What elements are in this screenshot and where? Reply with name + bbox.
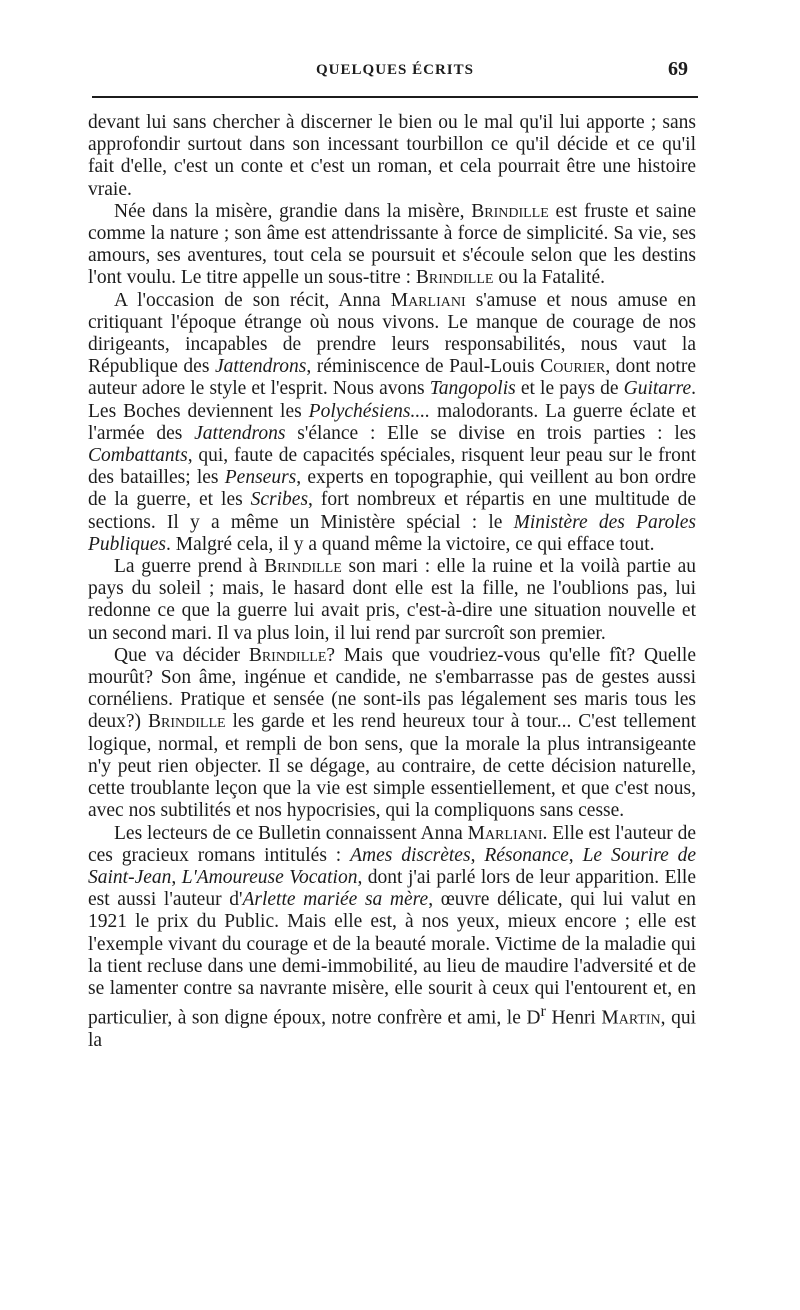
paragraph-2: [88, 201, 696, 290]
paragraph-4: [88, 556, 696, 645]
person-name: Martin: [601, 1007, 661, 1029]
text-run: , dont notre auteur adore le style et l'esprit. Nous avons: [88, 356, 696, 400]
superscript: r: [540, 1002, 546, 1021]
text-run: Née dans la misère, grandie dans la misère,: [114, 200, 472, 222]
paragraph-6: [88, 823, 696, 1053]
author-name: Marliani: [467, 822, 543, 844]
book-title: Ames discrètes: [350, 844, 471, 866]
character-name: Brindille: [415, 267, 494, 289]
character-name: Brindille: [148, 711, 226, 733]
italic-term: Ministère des Paroles Publiques: [88, 511, 696, 555]
page-header: [92, 56, 698, 96]
italic-term: Polychésiens....: [308, 400, 430, 422]
text-run: ? Mais que voudriez-vous qu'elle fît? Quelle mourût? Son âme, ingénue et candide, ne s'embarrasse pas de gestes aussi cornéliens. Pratique et sensée (ne sont-ils pas légalement ses maris tous les deux?): [88, 644, 696, 733]
body-text: [88, 112, 696, 1052]
text-run: . Elle est l'auteur de ces gracieux romans intitulés :: [88, 822, 696, 866]
text-run: , réminiscence de Paul-Louis: [306, 356, 541, 378]
text-run: , dont j'ai parlé lors de leur apparition. Elle est aussi l'auteur d': [88, 866, 697, 911]
text-run: A l'occasion de son récit, Anna: [114, 289, 391, 311]
text-run: ,: [171, 866, 182, 888]
text-run: s'amuse et nous amuse en critiquant l'époque étrange où nous vivons. Le manque de courage de nos dirigeants, incapables de prendre leurs responsabilités, nous vaut la République des: [88, 289, 697, 378]
paragraph-5: [88, 645, 696, 823]
text-run: Que va décider: [114, 644, 249, 666]
italic-term: Jattendrons: [194, 422, 286, 444]
paragraph-3: [88, 290, 696, 556]
text-run: devant lui sans chercher à discerner le bien ou le mal qu'il lui apporte ; sans approfondir surtout dans son incessant tourbillon ce qu'il décide et ce qu'il fait d'elle, c'est un conte et c'est un roman, et cela pourrait être une histoire vraie.: [88, 112, 696, 200]
text-run: est fruste et saine comme la nature ; son âme est attendrissante à force de simplicité. Sa vie, ses amours, ses aventures, tout cela se poursuit et s'écoule selon que les destins l'ont voulu. Le titre appelle un sous-titre :: [88, 200, 696, 289]
book-title: L'Amoureuse Vocation: [181, 866, 358, 888]
text-run: et le pays de: [515, 378, 624, 400]
text-run: . Les Boches deviennent les: [88, 378, 697, 422]
italic-term: Penseurs: [224, 467, 297, 489]
text-run: Henri: [545, 1007, 602, 1029]
italic-term: Scribes: [250, 489, 309, 511]
author-name: Marliani: [390, 289, 466, 311]
text-run: s'élance : Elle se divise en trois parties : les: [285, 422, 696, 444]
text-run: La guerre prend à: [114, 556, 265, 578]
text-run: Les lecteurs de ce Bulletin connaissent Anna: [114, 822, 468, 844]
text-run: ,: [568, 844, 583, 866]
text-run: , qui la: [88, 1007, 696, 1051]
text-run: ,: [470, 844, 485, 866]
text-run: malodorants. La guerre éclate et l'armée des: [88, 400, 696, 444]
paragraph-1: [88, 112, 696, 201]
italic-term: Combattants: [88, 445, 188, 467]
italic-term: Guitarre: [623, 378, 692, 400]
character-name: Brindille: [471, 200, 549, 222]
book-title: Arlette mariée sa mère: [242, 889, 429, 911]
text-run: , œuvre délicate, qui lui valut en 1921 le prix du Public. Mais elle est, à nos yeux, mieux encore ; elle est l'exemple vivant du courage et de la beauté morale. Victime de la maladie qui la tient recluse dans une demi-immobilité, au lieu de maudire l'adversité et de se lamenter contre sa navrante misère, elle sourit à ceux qui l'entourent et, en particulier, à son digne époux, notre confrère et ami, le D: [88, 889, 697, 1029]
italic-term: Jattendrons: [214, 356, 307, 378]
author-name: Courier: [540, 356, 606, 378]
running-head: QUELQUES ÉCRITS: [316, 62, 474, 78]
text-run: , fort nombreux et répartis en une multitude de sections. Il y a même un Ministère spécial : le: [88, 489, 696, 533]
text-run: , experts en topographie, qui veillent au bon ordre de la guerre, et les: [88, 467, 696, 511]
text-run: . Malgré cela, il y a quand même la victoire, ce qui efface tout.: [166, 533, 655, 555]
book-title: Le Sourire de Saint-Jean: [88, 844, 697, 888]
text-run: les garde et les rend heureux tour à tour... C'est tellement logique, normal, et rempli de bon sens, que la morale la plus intransigeante n'y peut rien objecter. Il se dégage, au contraire, de cette décision naturelle, cette troublante leçon que la vie est simple essentiellement, et que c'est nous, avec nos subtilités et nos hypocrisies, qui la compliquons sans cesse.: [88, 711, 696, 822]
text-run: , qui, faute de capacités spéciales, risquent leur peau sur le front des batailles; les: [88, 445, 696, 489]
character-name: Brindille: [248, 644, 327, 666]
text-run: ou la Fatalité.: [493, 267, 606, 289]
character-name: Brindille: [264, 556, 342, 578]
italic-term: Tangopolis: [429, 378, 516, 400]
header-rule: [92, 96, 698, 98]
page-number: 69: [668, 58, 688, 80]
book-title: Résonance: [484, 844, 569, 866]
text-run: son mari : elle la ruine et la voilà partie au pays du soleil ; mais, le hasard dont elle est la fille, ne l'oublions pas, lui redonne ce que la guerre lui avait pris, c'est-à-dire une situation nouvelle et un second mari. Il va plus loin, il lui rend par surcroît son premier.: [88, 556, 696, 644]
